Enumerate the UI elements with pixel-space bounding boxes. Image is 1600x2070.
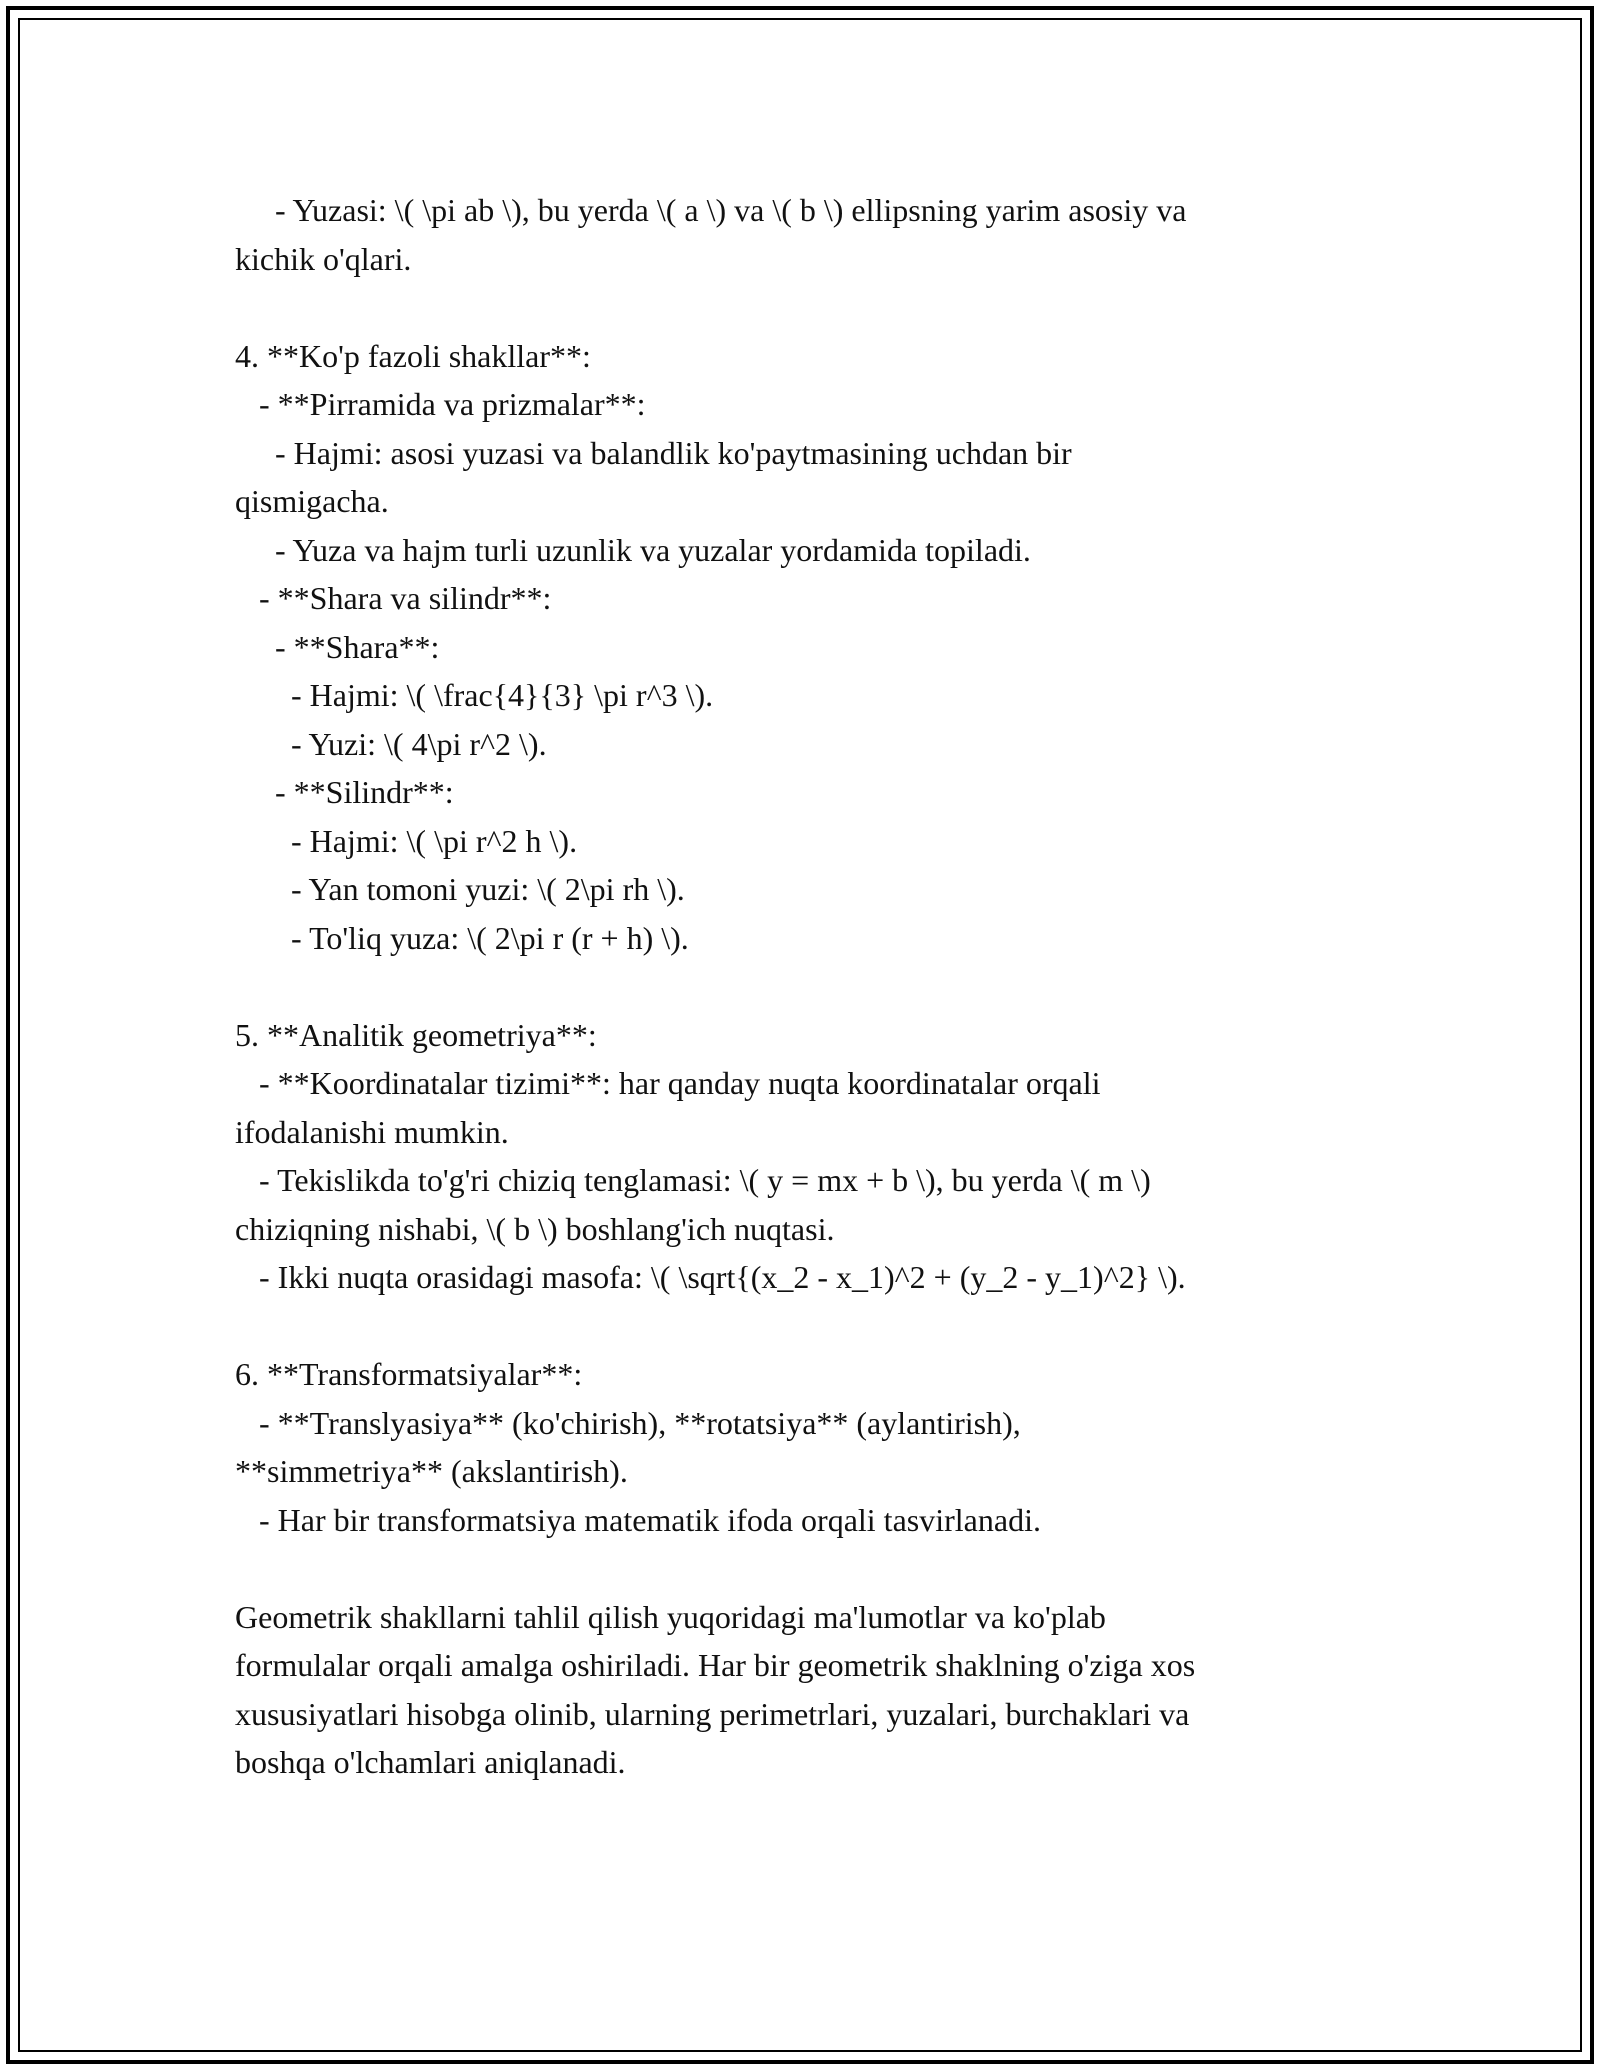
blank-line — [235, 1544, 1355, 1593]
text-line: - Ikki nuqta orasidagi masofa: \( \sqrt{(x_2 - x_1)^2 + (y_2 - y_1)^2} \). — [235, 1259, 1186, 1295]
text-line: - **Translyasiya** (ko'chirish), **rotatsiya** (aylantirish), — [235, 1404, 1021, 1441]
text-line: qismigacha. — [235, 483, 389, 519]
text-line: - **Koordinatalar tizimi**: har qanday nuqta koordinatalar orqali — [235, 1065, 1101, 1101]
text-line: - To'liq yuza: \( 2\pi r (r + h) \). — [235, 919, 689, 956]
text-line: - Har bir transformatsiya matematik ifoda orqali tasvirlanadi. — [235, 1501, 1041, 1538]
document-body — [235, 186, 1355, 1787]
text-line: - **Silindr**: — [235, 774, 454, 810]
text-line: chiziqning nishabi, \( b \) boshlang'ich nuqtasi. — [235, 1210, 835, 1247]
text-line: kichik o'qlari. — [235, 240, 412, 277]
text-line: - **Shara**: — [235, 628, 440, 665]
blank-line — [235, 1302, 1355, 1351]
conclusion-line: boshqa o'lchamlari aniqlanadi. — [235, 1744, 626, 1780]
text-line: ifodalanishi mumkin. — [235, 1113, 509, 1150]
blank-line — [235, 283, 1355, 332]
conclusion-line: Geometrik shakllarni tahlil qilish yuqoridagi ma'lumotlar va ko'plab — [235, 1598, 1106, 1635]
conclusion-line: xususiyatlari hisobga olinib, ularning perimetrlari, yuzalari, burchaklari va — [235, 1695, 1190, 1732]
blank-line — [235, 962, 1355, 1011]
text-line: - Yuzasi: \( \pi ab \), bu yerda \( a \) va \( b \) ellipsning yarim asosiy va — [235, 192, 1187, 228]
conclusion-line: formulalar orqali amalga oshiriladi. Har bir geometrik shaklning o'ziga xos — [235, 1647, 1196, 1683]
text-line: **simmetriya** (akslantirish). — [235, 1453, 628, 1489]
text-line: - Yan tomoni yuzi: \( 2\pi rh \). — [235, 871, 685, 907]
text-line: - Yuzi: \( 4\pi r^2 \). — [235, 725, 547, 762]
text-line: - Hajmi: asosi yuzasi va balandlik ko'paytmasining uchdan bir — [235, 434, 1072, 471]
text-line: - Hajmi: \( \frac{4}{3} \pi r^3 \). — [235, 677, 714, 713]
text-line: - Yuza va hajm turli uzunlik va yuzalar yordamida topiladi. — [235, 531, 1031, 568]
text-line: - **Pirramida va prizmalar**: — [235, 386, 646, 422]
text-line: - Tekislikda to'g'ri chiziq tenglamasi: \( y = mx + b \), bu yerda \( m \) — [235, 1162, 1151, 1198]
text-line: - Hajmi: \( \pi r^2 h \). — [235, 822, 578, 859]
text-line: - **Shara va silindr**: — [235, 580, 552, 616]
section-heading: 6. **Transformatsiyalar**: — [235, 1356, 583, 1392]
section-heading: 4. **Ko'p fazoli shakllar**: — [235, 337, 591, 374]
section-heading: 5. **Analitik geometriya**: — [235, 1016, 597, 1053]
